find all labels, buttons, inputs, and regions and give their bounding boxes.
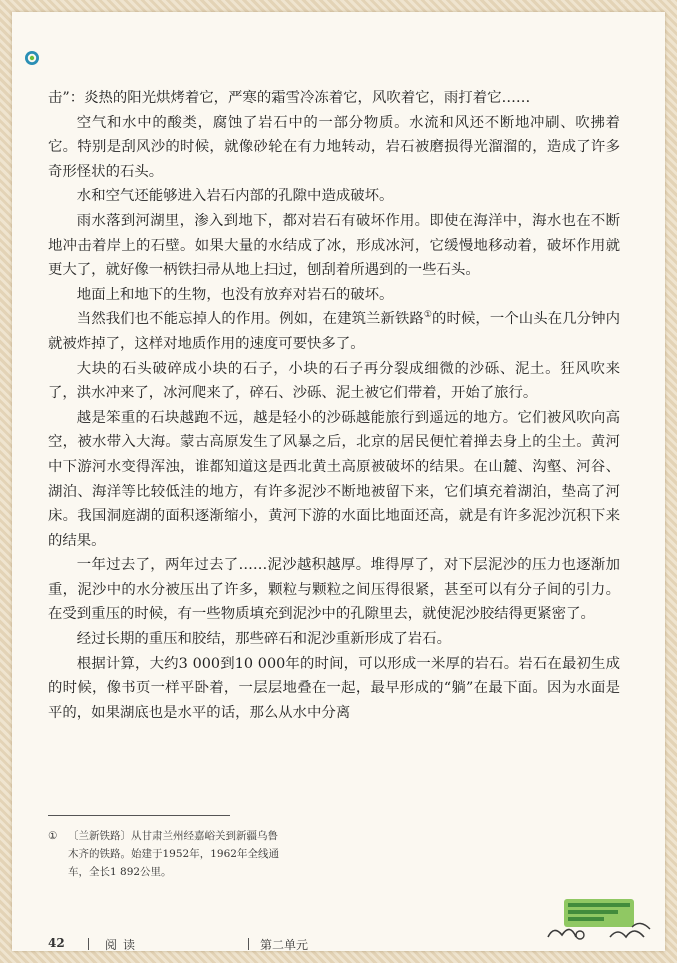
footnote-reference[interactable]: ①	[423, 310, 433, 321]
logo-mark-icon	[24, 50, 40, 66]
unit-title: 第二单元	[260, 938, 309, 951]
paragraph: 一年过去了，两年过去了……泥沙越积越厚。堆得厚了，对下层泥沙的压力也逐渐加重，泥沙中的水分被压出了许多，颗粒与颗粒之间压得很紧，甚至可以有分子间的引力。在受到重压的时候，有一些物质填充到泥沙中的孔隙里去，就使泥沙胶结得更紧密了。	[48, 557, 620, 623]
footer-divider	[248, 938, 249, 950]
footnote-divider	[48, 815, 230, 816]
footnote-line: 车，全长1 892公里。	[68, 866, 172, 878]
paragraph: 空气和水中的酸类，腐蚀了岩石中的一部分物质。水流和风还不断地冲刷、吹拂着它。特别是刮风沙的时候，就像砂轮在有力地转动，岩石被磨损得光溜溜的，造成了许多奇形怪状的石头。	[48, 114, 620, 180]
footnote-mark: ①	[48, 830, 58, 842]
paragraph: 雨水落到河湖里，渗入到地下，都对岩石有破坏作用。即使在海洋中，海水也在不断地冲击着岸上的石壁。如果大量的水结成了冰，形成冰河，它缓慢地移动着，破坏作用就更大了，就好像一柄铁扫帚从地上扫过，刨刮着所遇到的一些石头。	[48, 212, 620, 279]
footnote-line: 木齐的铁路。始建于1952年，1962年全线通	[68, 848, 279, 860]
paragraph: 大块的石头破碎成小块的石子，小块的石子再分裂成细微的沙砾、泥土。狂风吹来了，洪水冲来了，冰河爬来了，碎石、沙砾、泥土被它们带着，开始了旅行。	[48, 360, 620, 402]
paragraph: 越是笨重的石块越跑不远，越是轻小的沙砾越能旅行到遥远的地方。它们被风吹向高空，被水带入大海。蒙古高原发生了风暴之后，北京的居民便忙着掸去身上的尘土。黄河中下游河水变得浑浊，谁都知道这是西北黄土高原被破坏的结果。在山麓、沟壑、河谷、湖泊、海洋等比较低洼的地方，有许多泥沙不断地被留下来，它们填充着湖泊，垫高了河床。我国洞庭湖的面积逐渐缩小，黄河下游的水面比地面还高，就是有许多泥沙沉积下来的结果。	[48, 409, 620, 549]
body-text	[48, 86, 620, 725]
page-number: 42	[48, 936, 65, 950]
paragraph: 地面上和地下的生物，也没有放弃对岩石的破坏。	[76, 286, 394, 303]
paragraph: 击”：炎热的阳光烘烤着它，严寒的霜雪冷冻着它，风吹着它，雨打着它……	[48, 90, 531, 106]
paragraph-text: 的时候，一个山头在几分钟内就被炸掉了，这样对地质作用的速度可要快多了。	[48, 311, 620, 352]
footnote-line	[48, 827, 338, 845]
footer-divider	[88, 938, 89, 950]
book-title: 阅读	[105, 938, 142, 951]
paragraph: 根据计算，大约3 000到10 000年的时间，可以形成一米厚的岩石。岩石在最初生成的时候，像书页一样平卧着，一层层地叠在一起，最早形成的“躺”在最下面。因为水面是平的，如果湖底也是水平的话，那么从水中分离	[48, 655, 620, 721]
paragraph	[48, 307, 620, 356]
paragraph: 水和空气还能够进入岩石内部的孔隙中造成破坏。	[76, 188, 394, 205]
paragraph: 经过长期的重压和胶结，那些碎石和泥沙重新形成了岩石。	[76, 631, 451, 648]
book-page	[12, 12, 665, 951]
footnote-text: 〔兰新铁路〕从甘肃兰州经嘉峪关到新疆乌鲁	[68, 830, 278, 842]
watermark-logo-icon	[540, 897, 660, 943]
footnote	[48, 827, 338, 881]
paragraph-text: 当然我们也不能忘掉人的作用。例如，在建筑兰新铁路	[76, 311, 424, 328]
